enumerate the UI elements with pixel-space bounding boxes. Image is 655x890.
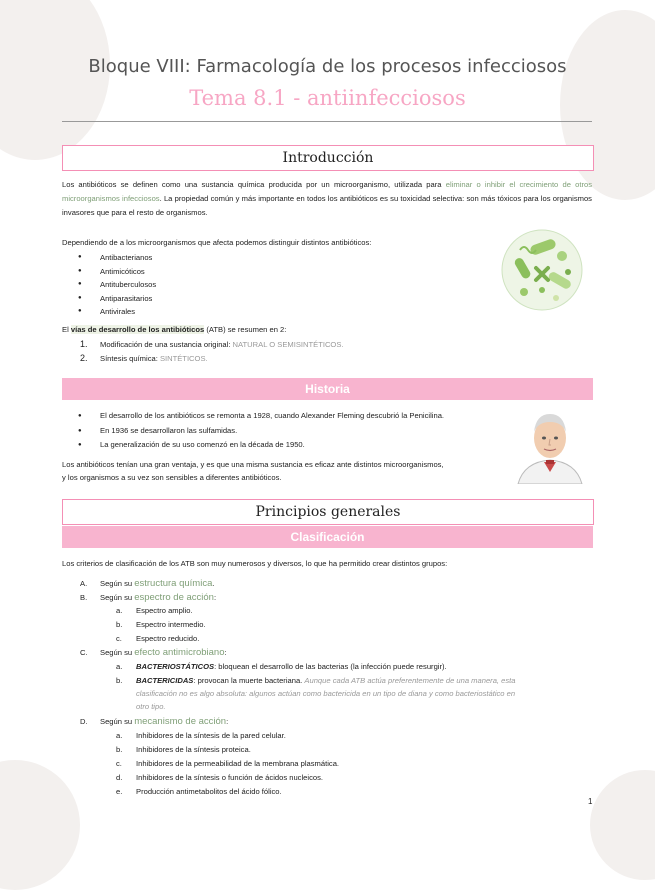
bacteria-illustration <box>500 228 584 312</box>
list-item: ● Antivirales <box>78 305 156 319</box>
criterion-d-item: c. Inhibidores de la permeabilidad de la membrana plasmática. <box>116 759 340 768</box>
criterion-c-item-b: b. BACTERICIDAS: provocan la muerte bacteriana. Aunque cada ATB actúa preferentemente de una manera, esta <box>116 676 516 685</box>
criterion-c-note-end: otro tipo. <box>136 702 166 711</box>
document-subtitle: Tema 8.1 - antiinfecciosos <box>189 86 466 110</box>
development-way-1: 1. Modificación de una sustancia original: NATURAL O SEMISINTÉTICOS. <box>80 339 344 349</box>
criterion-c-item-a: a. BACTERIOSTÁTICOS: bloquean el desarrollo de las bacterias (la infección puede resurgir). <box>116 662 447 671</box>
document-title: Bloque VIII: Farmacología de los procesos infecciosos <box>88 56 567 77</box>
criterion-d-item: b. Inhibidores de la síntesis proteica. <box>116 745 251 754</box>
list-item: ● Antiparasitarios <box>78 292 156 306</box>
list-item: ● Antibacterianos <box>78 251 156 265</box>
historia-paragraph-1: Los antibióticos tenían una gran ventaja, y es que una misma sustancia es eficaz ante distintos microorganismos, <box>62 460 444 469</box>
historia-list <box>78 409 444 453</box>
intro-paragraph-2: Dependiendo de a los microorganismos que afecta podemos distinguir distintos antibióticos: <box>62 238 372 247</box>
criterion-d-item: d. Inhibidores de la síntesis o función de ácidos nucleicos. <box>116 773 324 782</box>
list-item: ● En 1936 se desarrollaron las sulfamidas. <box>78 424 444 439</box>
intro-paragraph-1: Los antibióticos se definen como una sustancia química producida por un microorganismo, utilizada para eliminar o inhibir el crecimiento de otros microorganismos infecciosos. La propiedad común y más importante en todos los antibióticos es su toxicidad selectiva: son más tóxicos para los organismos invasores que para el resto de organismos. <box>62 180 592 217</box>
criterion-c: C. Según su efecto antimicrobiano: <box>80 647 227 658</box>
intro-highlight: eliminar o inhibir el crecimiento de otros microorganismos infecciosos <box>62 180 592 203</box>
criterion-b-item: c. Espectro reducido. <box>116 634 200 643</box>
clasificacion-intro: Los criterios de clasificación de los ATB son muy numerosos y diversos, lo que ha permitido crear distintos grupos: <box>62 559 448 568</box>
principios-heading: Principios generales <box>62 499 594 525</box>
criterion-d: D. Según su mecanismo de acción: <box>80 716 229 727</box>
intro-heading: Introducción <box>62 145 594 171</box>
list-item: ● Antituberculosos <box>78 278 156 292</box>
fleming-portrait <box>508 408 592 484</box>
page-number: 1 <box>588 797 593 806</box>
criterion-d-item: e. Producción antimetabolitos del ácido fólico. <box>116 787 282 796</box>
historia-heading: Historia <box>62 378 593 400</box>
criterion-a: A. Según su estructura química. <box>80 578 215 589</box>
antibiotic-types-list <box>78 251 156 319</box>
title-divider <box>62 121 592 122</box>
criterion-d-item: a. Inhibidores de la síntesis de la pared celular. <box>116 731 286 740</box>
criterion-b-item: b. Espectro intermedio. <box>116 620 206 629</box>
intro-paragraph-3: El vías de desarrollo de los antibióticos (ATB) se resumen en 2: <box>62 325 287 334</box>
list-item: ● Antimicóticos <box>78 265 156 279</box>
criterion-b-item: a. Espectro amplio. <box>116 606 193 615</box>
list-item: ● El desarrollo de los antibióticos se remonta a 1928, cuando Alexander Fleming descubrió la Penicilina. <box>78 409 444 424</box>
clasificacion-heading: Clasificación <box>62 526 593 548</box>
historia-paragraph-2: y los organismos a su vez son sensibles a diferentes antibióticos. <box>62 473 282 482</box>
list-item: ● La generalización de su uso comenzó en la década de 1950. <box>78 438 444 453</box>
development-way-2: 2. Síntesis química: SINTÉTICOS. <box>80 353 208 363</box>
criterion-c-note: clasificación no es algo absoluta: algunos actúan como bactericida en un tipo de diana y como bacteriostático en <box>136 689 516 698</box>
criterion-b: B. Según su espectro de acción: <box>80 592 217 603</box>
